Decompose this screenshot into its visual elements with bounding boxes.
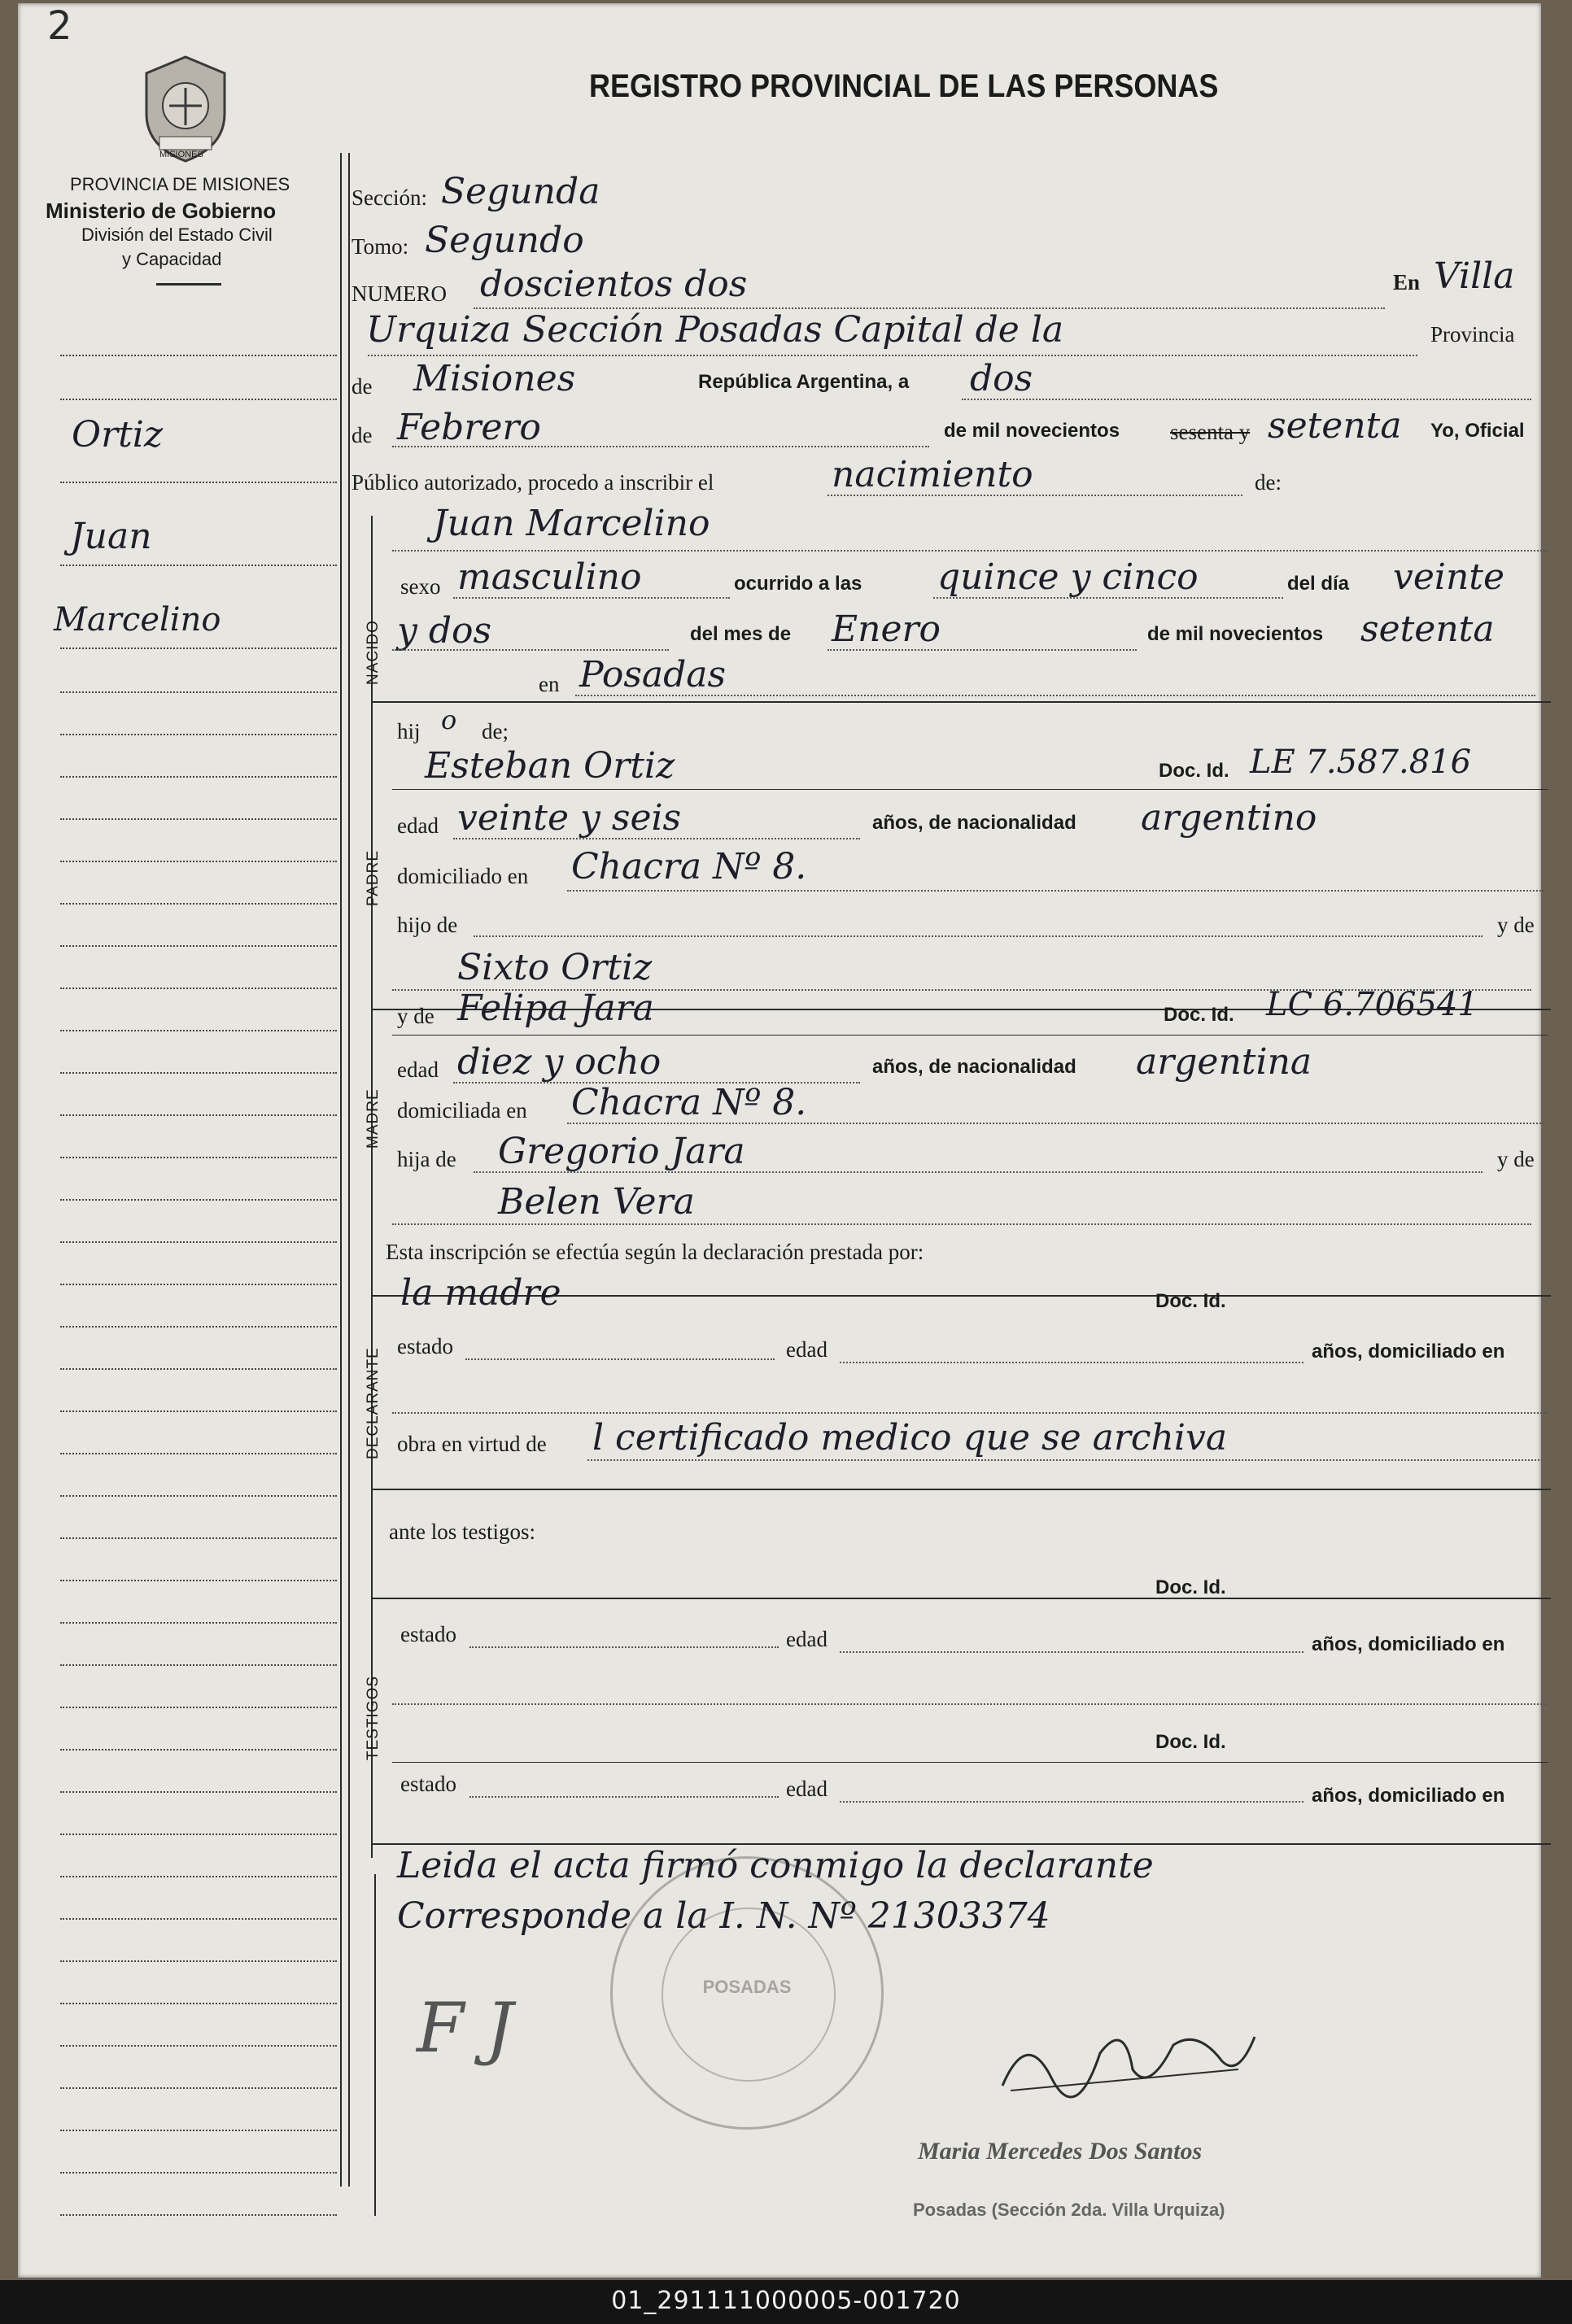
dia-nac2-value: y dos (397, 610, 492, 652)
margin-line (60, 565, 337, 566)
testigo1-doc-label: Doc. Id. (1155, 1576, 1226, 1598)
fill-line (474, 935, 1482, 937)
fill-line (368, 355, 1417, 356)
de2-label: de (352, 423, 373, 447)
anio-nac-value: setenta (1360, 608, 1495, 650)
tomo-label: Tomo: (352, 234, 409, 259)
testigo2-edad-label: edad (786, 1777, 827, 1801)
margin-line (60, 691, 337, 693)
fill-line (392, 649, 669, 651)
fill-line (575, 695, 1535, 696)
document-title: REGISTRO PROVINCIAL DE LAS PERSONAS (589, 68, 1219, 104)
de-mil-nov-label: de mil novecientos (1147, 623, 1324, 645)
numero-value: doscientos dos (480, 264, 748, 305)
testigo2-doc-label: Doc. Id. (1155, 1731, 1226, 1753)
padre-nombre-value: Esteban Ortiz (425, 745, 675, 787)
side-label-padre: PADRE (365, 849, 382, 906)
hij-suffix: o (441, 704, 457, 735)
lugar-line2-value: Urquiza Sección Posadas Capital de la (366, 309, 1064, 351)
margin-line (60, 399, 337, 400)
margin-line (60, 818, 337, 820)
madre-nombre-value: Felipa Jara (457, 988, 654, 1029)
fill-line (392, 1223, 1531, 1225)
anio-struck: sesenta y (1170, 420, 1251, 444)
del-mes-label: del mes de (690, 623, 792, 645)
testigo1-estado-label: estado (400, 1622, 456, 1646)
nombre-value: Juan Marcelino (433, 503, 710, 544)
fill-line (453, 838, 860, 839)
fill-line (827, 495, 1242, 496)
declarante-anos-label: años, domiciliado en (1312, 1341, 1505, 1363)
margin-line (60, 1664, 337, 1666)
nota-line-1: Leida el acta firmó conmigo la declarante (397, 1845, 1154, 1886)
margin-line (60, 861, 337, 862)
padre-doc-label: Doc. Id. (1159, 760, 1229, 782)
margin-line (60, 734, 337, 735)
side-label-nacido: NACIDO (365, 620, 382, 685)
fill-line (933, 597, 1283, 599)
mes-nac-value: Enero (832, 608, 941, 650)
tomo-value: Segundo (425, 220, 584, 261)
initials: F J (417, 1988, 513, 2068)
provincial-seal-icon (137, 52, 234, 166)
image-id-text: 01_291111000005-001720 (611, 2287, 961, 2315)
testigo2-anos-label: años, domiciliado en (1312, 1785, 1505, 1807)
signature-footer: Posadas (Sección 2da. Villa Urquiza) (913, 2200, 1225, 2220)
margin-line (60, 1241, 337, 1243)
divider (156, 283, 221, 286)
republica-label: República Argentina, a (698, 371, 910, 393)
testigo2-estado-label: estado (400, 1772, 456, 1796)
yo-oficial-label: Yo, Oficial (1430, 420, 1525, 442)
image-id-ribbon (0, 2280, 1572, 2324)
margin-line (60, 1368, 337, 1370)
fill-line (827, 649, 1137, 651)
margin-line (60, 1157, 337, 1158)
side-label-madre: MADRE (365, 1088, 382, 1149)
margin-line (60, 1749, 337, 1751)
signature-scribble-icon (994, 2012, 1263, 2110)
margin-line (60, 1495, 337, 1497)
margin-line (60, 1833, 337, 1835)
division-label-2: y Capacidad (122, 249, 222, 269)
fill-line (840, 1651, 1303, 1653)
sexo-value: masculino (457, 556, 642, 598)
section-divider (371, 1598, 1551, 1599)
hijo-de-label: hijo de (397, 913, 458, 937)
margin-line (60, 1072, 337, 1074)
province-label: PROVINCIA DE MISIONES (70, 174, 290, 194)
padre-nac-value: argentino (1141, 797, 1317, 839)
fill-line (465, 1358, 775, 1360)
anio-value: setenta (1268, 405, 1402, 447)
fill-line (392, 1703, 1548, 1705)
madre-nac-label: años, de nacionalidad (872, 1056, 1076, 1078)
abuela-mat-value: Belen Vera (498, 1181, 695, 1223)
declarante-edad-label: edad (786, 1337, 827, 1362)
fill-line (392, 1412, 1548, 1414)
section-rule (374, 1874, 376, 2216)
register-page (18, 3, 1541, 2278)
margin-name-2: Marcelino (54, 601, 221, 639)
fill-line (392, 550, 1548, 552)
margin-name-1: Juan (70, 516, 152, 557)
division-label-1: División del Estado Civil (81, 225, 273, 245)
abuelo-pat-value: Sixto Ortiz (457, 947, 653, 988)
padre-doc-value: LE 7.587.816 (1250, 743, 1472, 781)
signature-name: Maria Mercedes Dos Santos (918, 2138, 1203, 2165)
margin-line (60, 2003, 337, 2004)
mes-value: Febrero (397, 407, 541, 448)
fill-line (453, 597, 730, 599)
margin-line (60, 988, 337, 989)
nota-line-2: Corresponde a la I. N. Nº 21303374 (397, 1895, 1050, 1937)
margin-line (60, 1284, 337, 1285)
seccion-value: Segunda (441, 171, 600, 212)
margin-line (60, 1326, 337, 1328)
fill-line (587, 1459, 1539, 1461)
margin-line (60, 647, 337, 649)
del-dia-label: del día (1287, 573, 1350, 595)
de-semicolon-label: de; (482, 719, 509, 743)
ministry-label: Ministerio de Gobierno (46, 198, 277, 223)
madre-y-de2-label: y de (1497, 1147, 1535, 1171)
publico-label: Público autorizado, procedo a inscribir el (352, 470, 714, 495)
fill-line (567, 890, 1544, 892)
acto-value: nacimiento (832, 454, 1033, 495)
padre-y-de-label: y de (1497, 913, 1535, 937)
margin-line (60, 903, 337, 905)
margin-line (60, 2172, 337, 2174)
margin-line (60, 2087, 337, 2089)
lugar-value: Villa (1434, 255, 1515, 297)
fill-line (392, 1762, 1548, 1763)
seccion-label: Sección: (352, 185, 427, 210)
madre-nac-value: argentina (1136, 1041, 1312, 1083)
margin-line (60, 2045, 337, 2047)
declarante-value: la madre (400, 1272, 561, 1314)
stamp-text: POSADAS (702, 1977, 792, 1997)
numero-label: NUMERO (352, 281, 448, 306)
margin-line (60, 1622, 337, 1624)
padre-nac-label: años, de nacionalidad (872, 812, 1076, 834)
en-nac-label: en (539, 672, 560, 696)
padre-edad-value: veinte y seis (457, 797, 682, 839)
margin-line (60, 1114, 337, 1116)
fill-line (840, 1362, 1303, 1363)
en-label: En (1393, 270, 1421, 294)
margin-rule (340, 153, 342, 2187)
madre-doc-value: LC 6.706541 (1266, 986, 1478, 1023)
obra-label: obra en virtud de (397, 1432, 547, 1456)
abuelo-mat-value: Gregorio Jara (498, 1131, 745, 1172)
de-label: de (352, 374, 373, 399)
testigo1-edad-label: edad (786, 1627, 827, 1651)
padre-dom-value: Chacra Nº 8. (571, 846, 807, 887)
declarante-estado-label: estado (397, 1334, 453, 1358)
de-colon-label: de: (1255, 470, 1282, 495)
fill-line (392, 789, 1548, 790)
margin-line (60, 1411, 337, 1412)
margin-line (60, 2130, 337, 2131)
side-label-testigos: TESTIGOS (365, 1675, 382, 1760)
margin-line (60, 1537, 337, 1539)
fill-line (392, 446, 929, 447)
margin-line (60, 1030, 337, 1031)
margin-line (60, 482, 337, 483)
padre-edad-label: edad (397, 813, 439, 838)
margin-line (60, 1960, 337, 1962)
side-label-declarante: DECLARANTE (365, 1347, 382, 1459)
madre-y-de-label: y de (397, 1004, 434, 1028)
dia-nac-value: veinte (1393, 556, 1505, 598)
fill-line (474, 1171, 1482, 1173)
madre-dom-value: Chacra Nº 8. (571, 1082, 807, 1123)
fill-line (962, 399, 1531, 400)
fill-line (469, 1646, 779, 1648)
lugar-nac-value: Posadas (579, 654, 727, 695)
seal-text: MISIONES (159, 150, 203, 159)
hija-de-label: hija de (397, 1147, 456, 1171)
hij-label: hij (397, 719, 421, 743)
margin-line (60, 1791, 337, 1793)
margin-line (60, 1707, 337, 1708)
inscripcion-label: Esta inscripción se efectúa según la declaración prestada por: (386, 1240, 924, 1264)
padre-dom-label: domiciliado en (397, 864, 529, 888)
hora-value: quince y cinco (937, 556, 1199, 598)
sexo-label: sexo (400, 574, 441, 599)
page-number: 2 (47, 3, 72, 49)
de-mil-label: de mil novecientos (944, 420, 1120, 442)
fill-line (840, 1801, 1303, 1803)
margin-surname: Ortiz (72, 414, 164, 456)
madre-edad-label: edad (397, 1057, 439, 1082)
margin-line (60, 1918, 337, 1920)
fill-line (392, 1035, 1548, 1036)
margin-line (60, 1876, 337, 1877)
provincia-value: Misiones (413, 358, 576, 399)
testigo1-anos-label: años, domiciliado en (1312, 1633, 1505, 1655)
margin-line (60, 2214, 337, 2216)
margin-line (60, 355, 337, 356)
madre-edad-value: diez y ocho (457, 1041, 662, 1083)
madre-doc-label: Doc. Id. (1164, 1004, 1234, 1026)
provincia-label: Provincia (1430, 322, 1515, 347)
margin-line (60, 1453, 337, 1454)
fill-line (567, 1123, 1544, 1124)
margin-line (60, 945, 337, 947)
ante-label: ante los testigos: (389, 1520, 535, 1544)
margin-line (60, 1580, 337, 1581)
margin-line (60, 776, 337, 778)
declarante-doc-label: Doc. Id. (1155, 1290, 1226, 1312)
margin-line (60, 1199, 337, 1201)
madre-dom-label: domiciliada en (397, 1098, 527, 1123)
obra-value: l certificado medico que se archiva (592, 1417, 1228, 1458)
section-divider (371, 1489, 1551, 1490)
fill-line (469, 1796, 779, 1798)
margin-rule (348, 153, 350, 2187)
section-divider (371, 701, 1551, 703)
dia-value: dos (970, 358, 1033, 399)
ocurrido-label: ocurrido a las (734, 573, 862, 595)
